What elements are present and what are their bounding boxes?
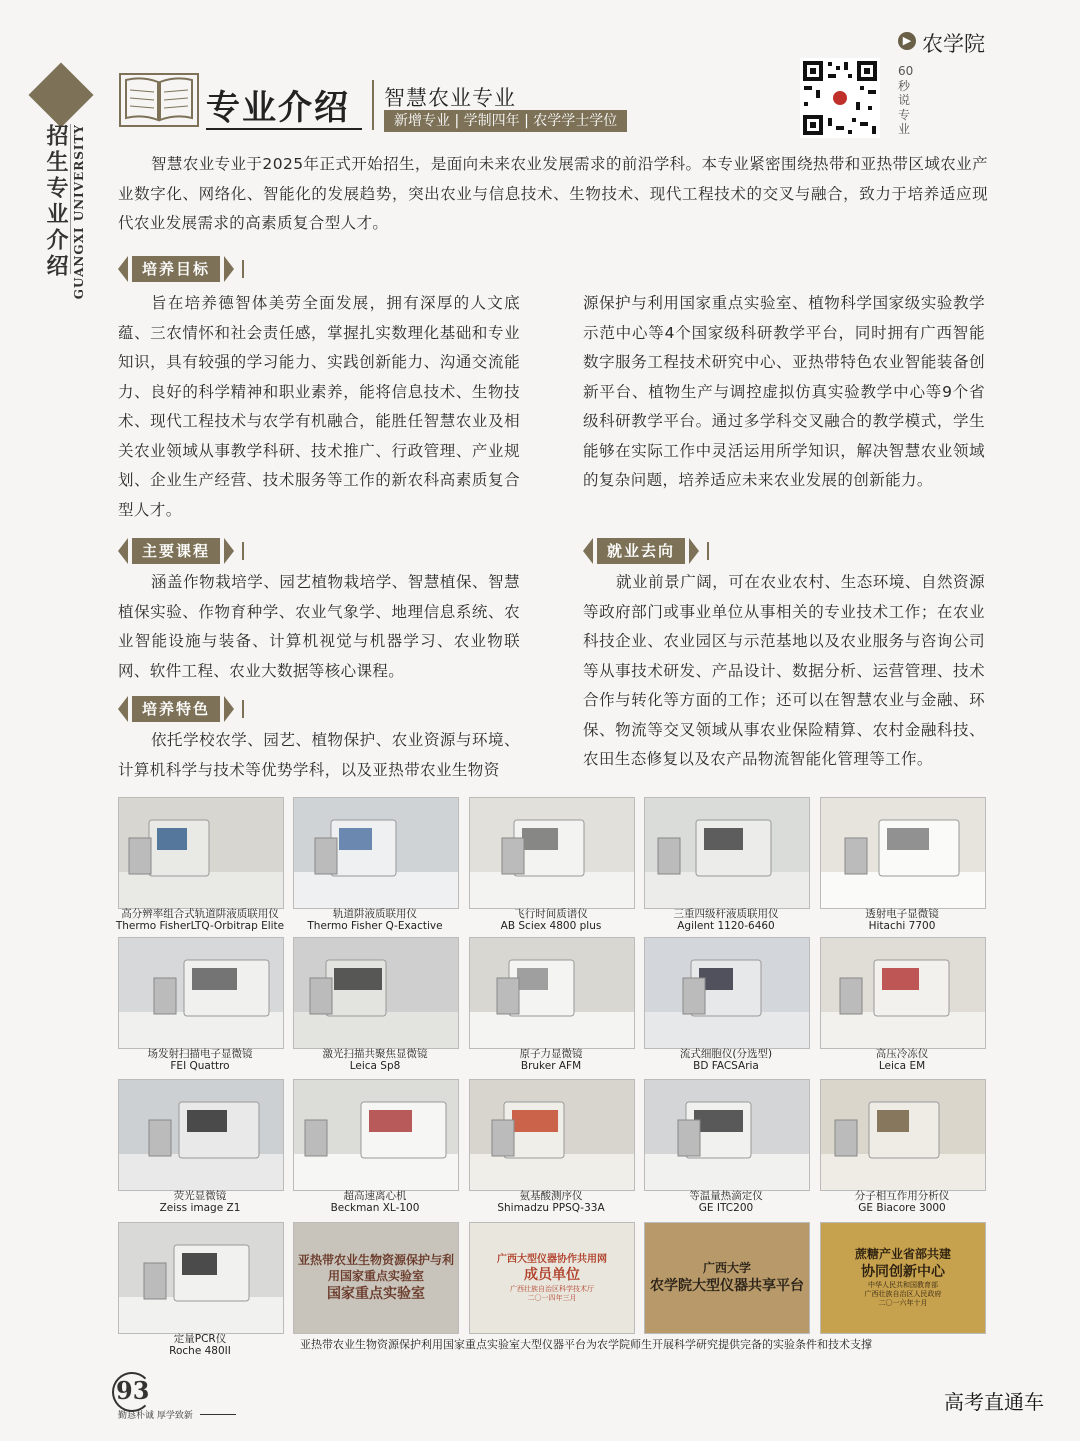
plaque-text: 二〇一四年三月 — [527, 1293, 577, 1302]
plaque-text: 协同创新中心 — [861, 1264, 945, 1281]
equipment-photo — [644, 1079, 810, 1191]
plaque-text: 广西壮族自治区人民政府 — [864, 1290, 942, 1299]
equipment-caption — [636, 1048, 816, 1072]
equipment-name-cn: 场发射扫描电子显微镜 — [147, 1048, 253, 1060]
plaque-photo — [820, 1222, 986, 1334]
equipment-photo — [820, 797, 986, 909]
equipment-caption — [461, 1048, 641, 1072]
equipment-caption — [636, 1190, 816, 1214]
section-heading-label: 就业去向 — [597, 538, 685, 564]
equipment-name-cn: 原子力显微镜 — [519, 1048, 583, 1060]
equipment-photo — [118, 937, 284, 1049]
major-name: 智慧农业专业 — [384, 86, 516, 110]
equipment-photo — [469, 1079, 635, 1191]
equipment-name-cn: 高压冷冻仪 — [875, 1048, 929, 1060]
plaque-photo — [469, 1222, 635, 1334]
equipment-model: Hitachi 7700 — [868, 920, 936, 932]
page-title: 专业介绍 — [206, 88, 350, 128]
equipment-name-cn: 飞行时间质谱仪 — [514, 908, 588, 920]
equipment-model: Zeiss image Z1 — [159, 1202, 241, 1214]
equipment-name-cn: 三重四级杆液质联用仪 — [673, 908, 779, 920]
features-paragraph-continued: 源保护与利用国家重点实验室、植物科学国家级实验教学示范中心等4个国家级科研教学平台，同时拥有广西智能数字服务工程技术研究中心、亚热带特色农业智能装备创新平台、植物生产与调控虚拟仿真实验教学中心等9个省级科研教学平台。通过多学科交叉融合的教学模式，学生能够在实际工作中灵活运用所学知识，解决智慧农业领域的复杂问题，培养适应未来农业发展的创新能力。 — [583, 294, 985, 489]
goal-paragraph: 旨在培养德智体美劳全面发展，拥有深厚的人文底蕴、三农情怀和社会责任感，掌握扎实数理化基础和专业知识，具有较强的学习能力、实践创新能力、沟通交流能力、良好的科学精神和职业素养，能将信息技术、生物技术、现代工程技术与农学有机融合，能胜任智慧农业及相关农业领域从事教学科研、技术推广、行政管理、产业规划、企业生产经营、技术服务等工作的新农科高素质复合型人才。 — [118, 294, 520, 519]
title-underline — [206, 128, 362, 130]
equipment-photo — [293, 797, 459, 909]
equipment-caption — [110, 1190, 290, 1214]
equipment-name-cn: 氨基酸测序仪 — [519, 1190, 583, 1202]
play-icon: ▶ — [898, 32, 916, 50]
section-heading-courses — [118, 538, 248, 564]
equipment-name-cn: 激光扫描共聚焦显微镜 — [322, 1048, 428, 1060]
equipment-caption — [285, 908, 465, 932]
title-separator — [372, 80, 374, 130]
equipment-caption — [812, 1048, 992, 1072]
equipment-model: Thermo FisherLTQ-Orbitrap Elite — [115, 920, 285, 932]
equipment-photo — [118, 797, 284, 909]
equipment-model: FEI Quattro — [170, 1060, 230, 1072]
equipment-name-cn: 超高速离心机 — [343, 1190, 407, 1202]
equipment-photo — [293, 1079, 459, 1191]
equipment-photo — [820, 937, 986, 1049]
equipment-caption — [110, 1048, 290, 1072]
equipment-photo — [293, 937, 459, 1049]
sidebar-title-en: GUANGXI UNIVERSITY — [72, 124, 86, 300]
equipment-caption — [812, 1190, 992, 1214]
college-name: 农学院 — [922, 32, 985, 56]
equipment-photo — [118, 1079, 284, 1191]
equipment-model: Leica Sp8 — [349, 1060, 401, 1072]
plaque-text: 蔗糖产业省部共建 — [854, 1247, 951, 1262]
motto: 勤恳朴诚 厚学致新 — [118, 1411, 193, 1421]
plaque-photo — [644, 1222, 810, 1334]
plaque-text: 国家重点实验室 — [327, 1285, 425, 1302]
equipment-model: Agilent 1120-6460 — [677, 920, 775, 932]
equipment-caption — [812, 908, 992, 932]
page-number: 93 — [116, 1376, 150, 1405]
sidebar-title-cn: 招生专业介绍 — [43, 124, 68, 280]
section-heading-features — [118, 696, 248, 722]
equipment-name-cn: 等温量热滴定仪 — [689, 1190, 763, 1202]
equipment-photo — [118, 1222, 284, 1334]
equipment-name-cn: 高分辨率组合式轨道阱液质联用仪 — [121, 908, 279, 920]
section-heading-label: 培养目标 — [132, 256, 220, 282]
equipment-photo — [469, 937, 635, 1049]
equipment-name-cn: 荧光显微镜 — [173, 1190, 227, 1202]
plaque-text: 亚热带农业生物资源保护与利用国家重点实验室 — [298, 1253, 455, 1283]
courses-paragraph: 涵盖作物栽培学、园艺植物栽培学、智慧植保、智慧植保实验、作物育种学、农业气象学、地理信息系统、农业智能设施与装备、计算机视觉与机器学习、农业物联网、软件工程、农业大数据等核心课程。 — [118, 573, 520, 680]
equipment-model: Roche 480II — [169, 1345, 231, 1357]
equipment-name-cn: 流式细胞仪(分选型) — [679, 1048, 773, 1060]
sidebar-diamond — [28, 62, 93, 127]
equipment-name-cn: 轨道阱液质联用仪 — [333, 908, 417, 920]
equipment-photo — [644, 797, 810, 909]
equipment-caption — [285, 1190, 465, 1214]
plaque-text: 广西大学 — [702, 1261, 751, 1276]
qr-code[interactable] — [800, 58, 880, 138]
photo-grid-caption: 亚热带农业生物资源保护利用国家重点实验室大型仪器平台为农学院师生开展科学研究提供完备的实验条件和技术支撑 — [300, 1338, 872, 1351]
intro-paragraph: 智慧农业专业于2025年正式开始招生，是面向未来农业发展需求的前沿学科。本专业紧密围绕热带和亚热带区域农业产业数字化、网络化、智能化的发展趋势，突出农业与信息技术、生物技术、现代工程技术的交叉与融合，致力于培养适应现代农业发展需求的高素质复合型人才。 — [118, 155, 988, 232]
equipment-model: Thermo Fisher Q-Exactive — [307, 920, 443, 932]
section-heading-goal — [118, 256, 248, 282]
equipment-model: Bruker AFM — [520, 1060, 582, 1072]
plaque-text: 二〇一六年十月 — [878, 1299, 928, 1308]
sidebar-divider — [70, 124, 71, 274]
equipment-model: Leica EM — [878, 1060, 926, 1072]
equipment-caption — [110, 1333, 290, 1357]
equipment-model: GE ITC200 — [698, 1202, 754, 1214]
plaque-text: 广西大型仪器协作共用网 — [497, 1254, 607, 1266]
equipment-name-cn: 透射电子显微镜 — [865, 908, 939, 920]
equipment-model: Shimadzu PPSQ-33A — [497, 1202, 605, 1214]
equipment-photo — [644, 937, 810, 1049]
section-heading-label: 主要课程 — [132, 538, 220, 564]
open-book-icon — [118, 72, 200, 128]
plaque-photo — [293, 1222, 459, 1334]
equipment-caption — [461, 908, 641, 932]
equipment-model: Beckman XL-100 — [330, 1202, 420, 1214]
features-paragraph: 依托学校农学、园艺、植物保护、农业资源与环境、计算机科学与技术等优势学科，以及亚热带农业生物资 — [118, 731, 520, 779]
plaque-text: 成员单位 — [524, 1267, 580, 1284]
equipment-name-cn: 定量PCR仪 — [173, 1333, 227, 1345]
equipment-name-cn: 分子相互作用分析仪 — [854, 1190, 950, 1202]
equipment-photo — [820, 1079, 986, 1191]
qr-caption: 60秒说专业 — [898, 64, 914, 136]
equipment-caption — [461, 1190, 641, 1214]
watermark: 高考直通车 — [944, 1390, 1044, 1414]
equipment-model: GE Biacore 3000 — [858, 1202, 946, 1214]
section-heading-label: 培养特色 — [132, 696, 220, 722]
section-heading-career — [583, 538, 713, 564]
plaque-text: 农学院大型仪器共享平台 — [650, 1277, 804, 1294]
equipment-model: AB Sciex 4800 plus — [500, 920, 602, 932]
equipment-caption — [636, 908, 816, 932]
major-tags: 新增专业 | 学制四年 | 农学学士学位 — [384, 110, 627, 132]
career-paragraph: 就业前景广阔，可在农业农村、生态环境、自然资源等政府部门或事业单位从事相关的专业技术工作；在农业科技企业、农业园区与示范基地以及农业服务与咨询公司等从事技术研发、产品设计、数据分析、运营管理、技术合作与转化等方面的工作；还可以在智慧农业与金融、环保、物流等交叉领域从事农业保险精算、农村金融科技、农田生态修复以及农产品物流智能化管理等工作。 — [583, 573, 985, 768]
equipment-caption — [285, 1048, 465, 1072]
plaque-text: 广西壮族自治区科学技术厅 — [510, 1284, 594, 1293]
equipment-caption — [110, 908, 290, 932]
motto-line — [200, 1414, 236, 1415]
plaque-text: 中华人民共和国教育部 — [868, 1281, 938, 1290]
equipment-photo — [469, 797, 635, 909]
equipment-model: BD FACSAria — [693, 1060, 759, 1072]
